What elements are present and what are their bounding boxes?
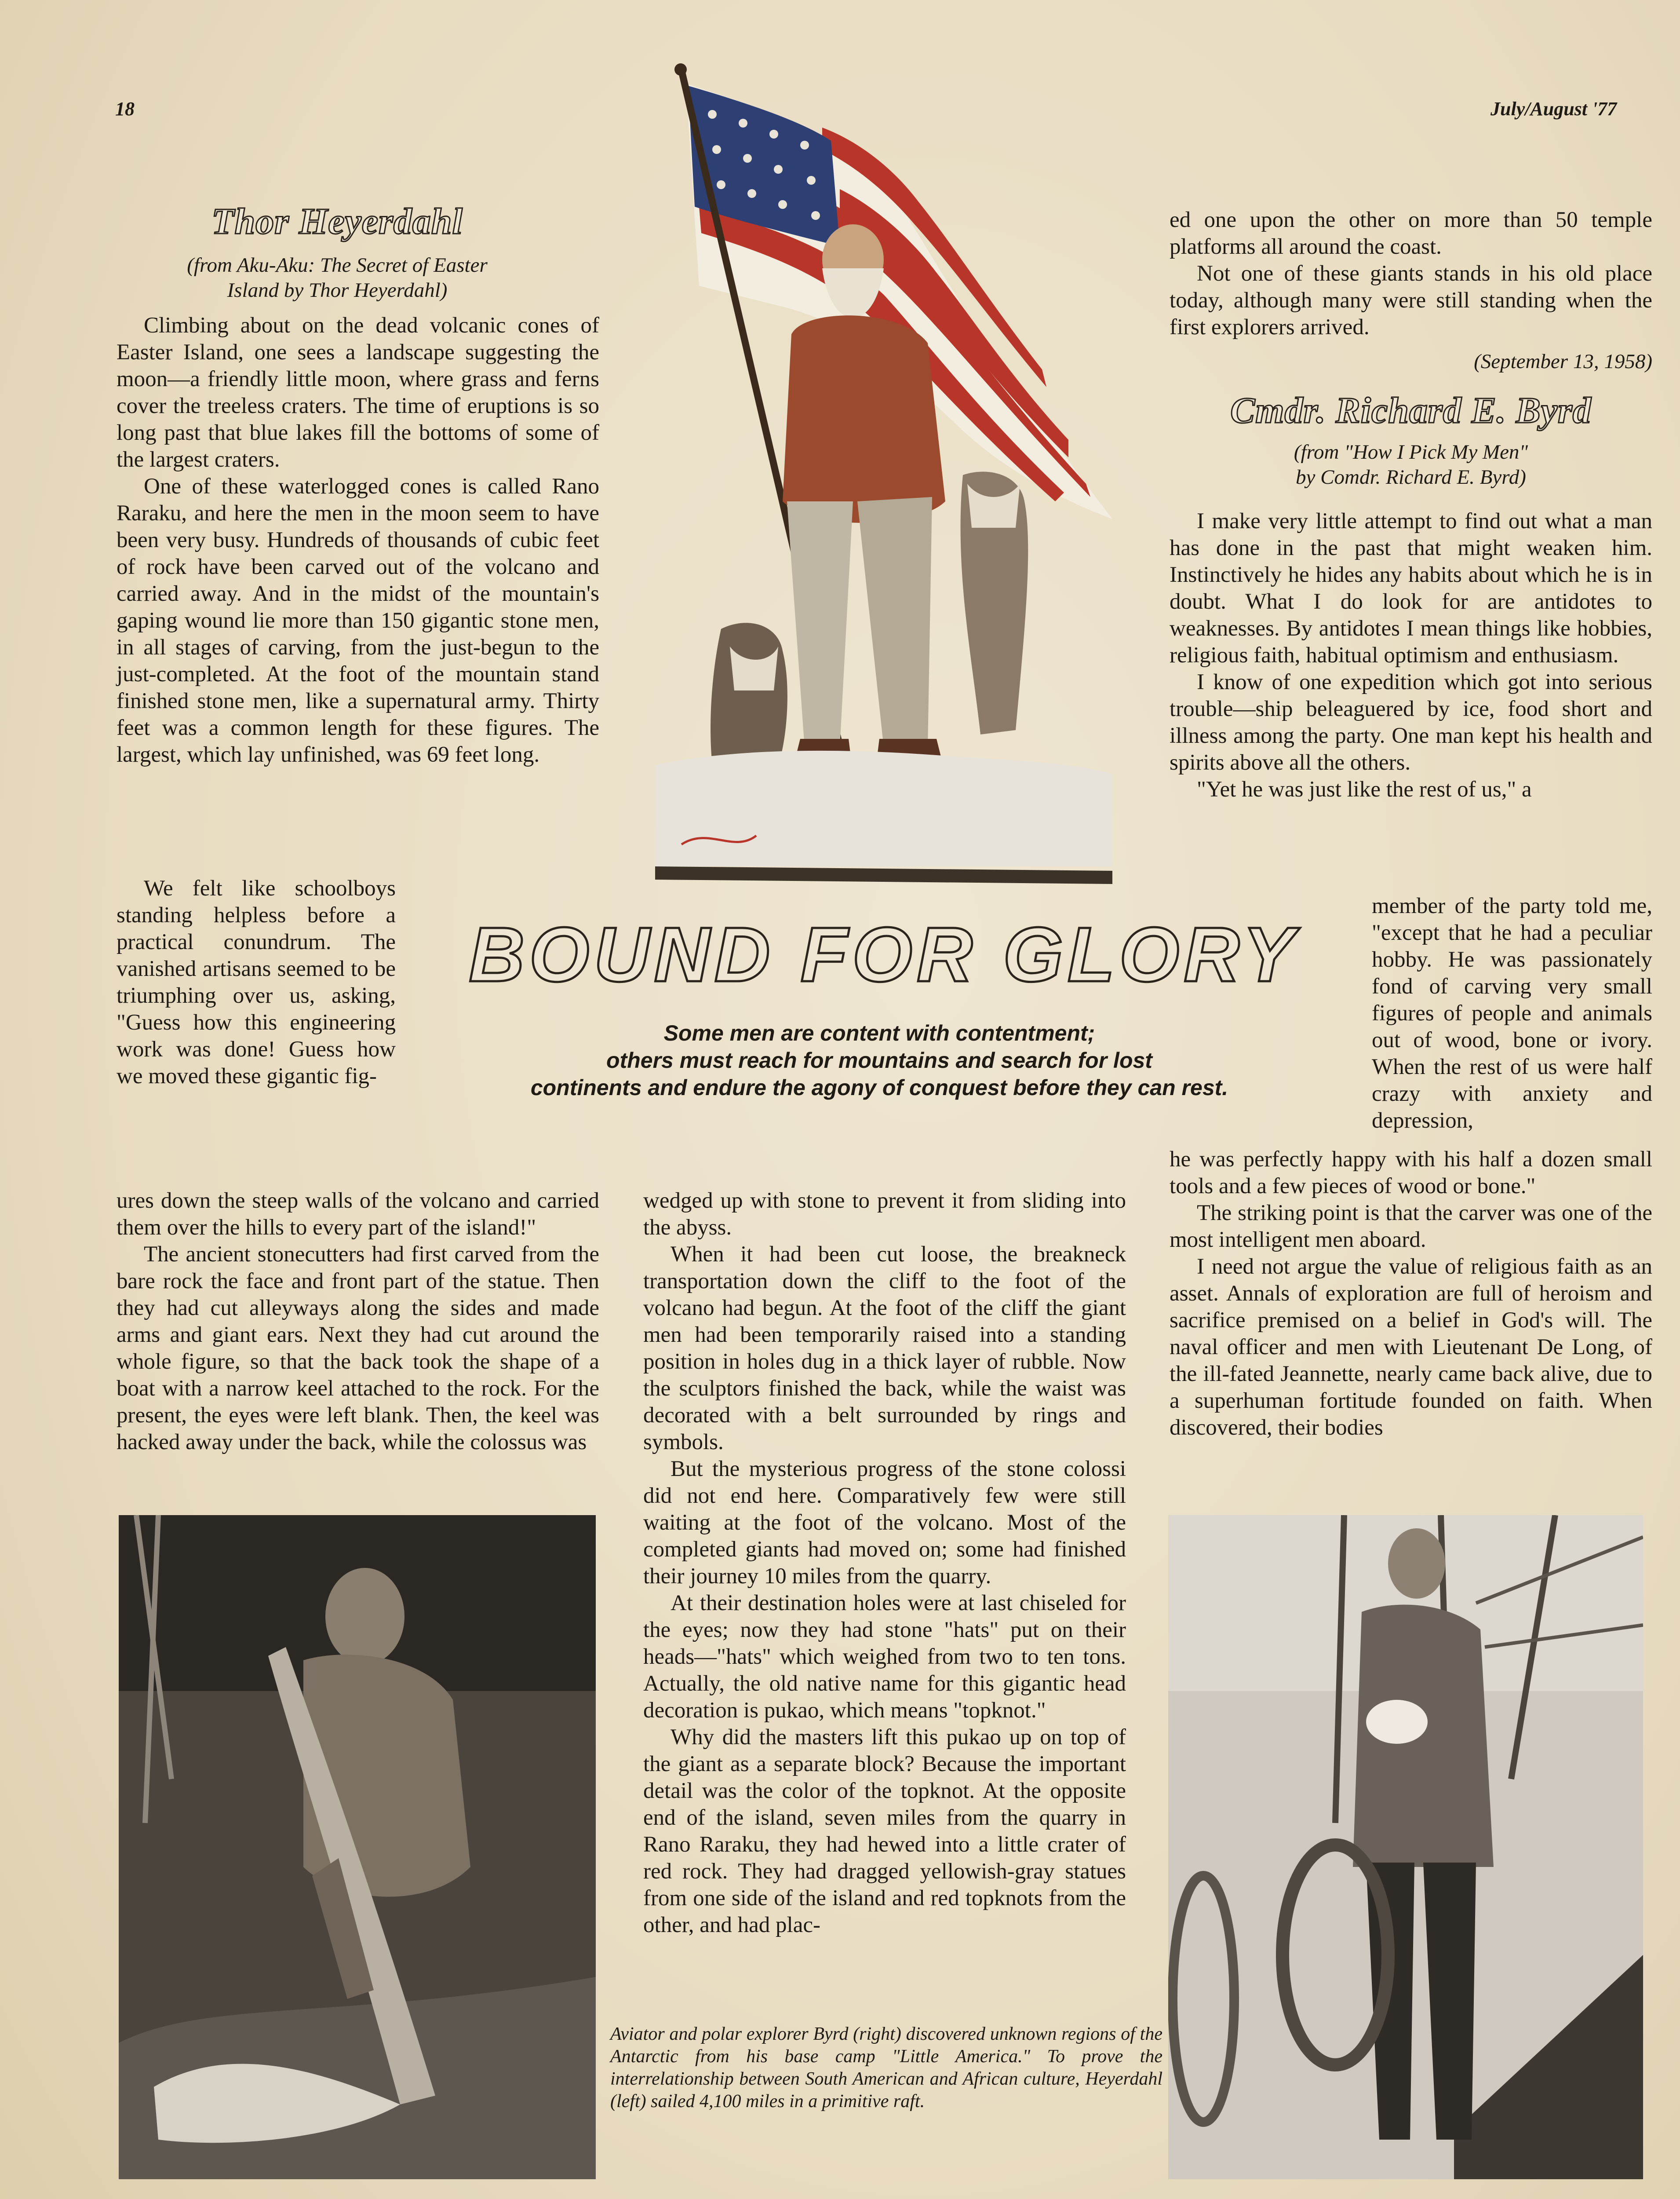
author-heading-heyerdahl: Thor Heyerdahl xyxy=(211,201,463,242)
source-credit-heyerdahl xyxy=(115,253,559,303)
deck-line: others must reach for mountains and search for lost xyxy=(606,1048,1152,1073)
source-line: (from "How I Pick My Men" xyxy=(1294,441,1528,464)
page-number: 18 xyxy=(115,98,135,120)
paragraph: The striking point is that the carver was one of the most intelligent men aboard. xyxy=(1170,1201,1652,1252)
paragraph: The ancient stonecutters had first carved from the bare rock the face and front part of the statue. Then they had cut alleyways along the sides and made arms and giant ears. Next they had cut around the whole figure, so that the back took the shape of a boat with a narrow keel attached to the rock. For the present, the eyes were left blank. Then, the keel was hacked away under the back, while the colossus was xyxy=(117,1242,599,1454)
issue-date: July/August '77 xyxy=(1490,98,1617,120)
dateline: (September 13, 1958) xyxy=(1474,350,1652,373)
paragraph: I know of one expedition which got into serious trouble—ship beleaguered by ice, food short and illness among the party. One man kept his health and spirits above all the others. xyxy=(1170,670,1652,775)
article-column-3 xyxy=(1170,508,1652,803)
article-column-2 xyxy=(643,1187,1126,1939)
feature-title: BOUND FOR GLORY xyxy=(469,912,1299,998)
article-column-1-narrow xyxy=(117,875,396,1090)
sled-dog-left xyxy=(711,623,787,765)
paragraph: Climbing about on the dead volcanic cones of Easter Island, one sees a landscape suggesting the moon—a friendly little moon, where grass and ferns cover the treeless craters. The time of eruptions is so long past that blue lakes fill the bottoms of some of the largest craters. xyxy=(117,313,599,472)
paragraph: he was perfectly happy with his half a dozen small tools and a few pieces of wood or bone." xyxy=(1170,1147,1652,1198)
author-heading-byrd: Cmdr. Richard E. Byrd xyxy=(1230,390,1592,431)
paragraph: When it had been cut loose, the breakneck transportation down the cliff to the foot of the volcano had begun. At the foot of the cliff the giant men had been temporarily raised into a standing position in holes dug in a thick layer of rubble. Now the sculptors finished the back, while the waist was decorated with a belt surrounded by rings and symbols. xyxy=(643,1242,1126,1454)
paragraph: Not one of these giants stands in his old place today, although many were still standing when the first explorers arrived. xyxy=(1170,261,1652,340)
source-line: by Comdr. Richard E. Byrd) xyxy=(1296,466,1526,489)
article-column-1 xyxy=(117,312,599,768)
feature-deck xyxy=(431,1019,1328,1101)
heyerdahl-raft-photo xyxy=(119,1515,596,2179)
article-column-3-narrow xyxy=(1372,893,1652,1134)
source-credit-byrd xyxy=(1170,440,1652,490)
paragraph: At their destination holes were at last chiseled for the eyes; now they had stone "hats" put on their heads—"hats" which weighed from two to ten tons. Actually, the old native name for this gigantic head decoration is pukao, which means "topknot." xyxy=(643,1591,1126,1723)
paragraph: member of the party told me, "except that he had a peculiar hobby. He was passionately fond of carving very small figures of people and animals out of wood, bone or ivory. When the rest of us were half crazy with anxiety and depression, xyxy=(1372,894,1652,1133)
article-column-3-lower xyxy=(1170,1146,1652,1441)
article-column-1-lower xyxy=(117,1187,599,1456)
source-line: Island by Thor Heyerdahl) xyxy=(227,279,448,302)
deck-line: Some men are content with contentment; xyxy=(663,1021,1095,1045)
paragraph: Why did the masters lift this pukao up on top of the giant as a separate block? Because the important detail was the color of the topknot. At the opposite end of the island, seven miles from the quarry in Rano Raraku, they had hewed into a little crater of red rock. They had dragged yellowish-gray statues from one side of the island and red topknots from the other, and had plac- xyxy=(643,1725,1126,1937)
paragraph: "Yet he was just like the rest of us," a xyxy=(1197,777,1532,802)
source-line: (from Aku-Aku: The Secret of Easter xyxy=(187,254,488,277)
paragraph: ures down the steep walls of the volcano and carried them over the hills to every part of the island!" xyxy=(117,1188,599,1240)
paragraph: wedged up with stone to prevent it from sliding into the abyss. xyxy=(643,1188,1126,1240)
sled-dog-right xyxy=(961,472,1028,735)
paragraph: I make very little attempt to find out what a man has done in the past that might weaken him. Instinctively he hides any habits about which he is in doubt. What I do look for are antidotes to weaknesses. By antidotes I mean things like hobbies, religious faith, habitual optimism and enthusiasm. xyxy=(1170,509,1652,668)
explorer-flag-illustration xyxy=(646,62,1130,893)
byrd-ship-photo xyxy=(1168,1515,1643,2179)
paragraph: We felt like schoolboys standing helpless before a practical conundrum. The vanished artisans seemed to be triumphing over us, asking, "Guess how this engineering work was done! Guess how we moved these gigantic fig- xyxy=(117,876,396,1089)
paragraph: But the mysterious progress of the stone colossi did not end here. Comparatively few were still waiting at the foot of the volcano. Most of the completed giants had moved on; some had finished their journey 10 miles from the quarry. xyxy=(643,1457,1126,1589)
paragraph: One of these waterlogged cones is called Rano Raraku, and here the men in the moon seem to have been very busy. Hundreds of thousands of cubic feet of rock have been carved out of the volcano and carried away. And in the midst of the mountain's gaping wound lie more than 150 gigantic stone men, in all stages of carving, from the just-begun to the just-completed. At the foot of the mountain stand finished stone men, like a supernatural army. Thirty feet was a common length for these figures. The largest, which lay unfinished, was 69 feet long. xyxy=(117,474,599,767)
deck-line: continents and endure the agony of conquest before they can rest. xyxy=(530,1075,1228,1100)
paragraph: I need not argue the value of religious faith as an asset. Annals of exploration are full of heroism and sacrifice premised on a belief in God's will. The naval officer and men with Lieutenant De Long, of the ill-fated Jeannette, nearly came back alive, due to a superhuman fortitude founded on faith. When discovered, their bodies xyxy=(1170,1254,1652,1440)
paragraph: ed one upon the other on more than 50 temple platforms all around the coast. xyxy=(1170,208,1652,259)
article-column-3-top xyxy=(1170,207,1652,341)
photo-caption: Aviator and polar explorer Byrd (right) discovered unknown regions of the Antarctic from his base camp "Little America." To prove the interrelationship between South American and African culture, Heyerdahl (left) sailed 4,100 miles in a primitive raft. xyxy=(610,2024,1163,2111)
